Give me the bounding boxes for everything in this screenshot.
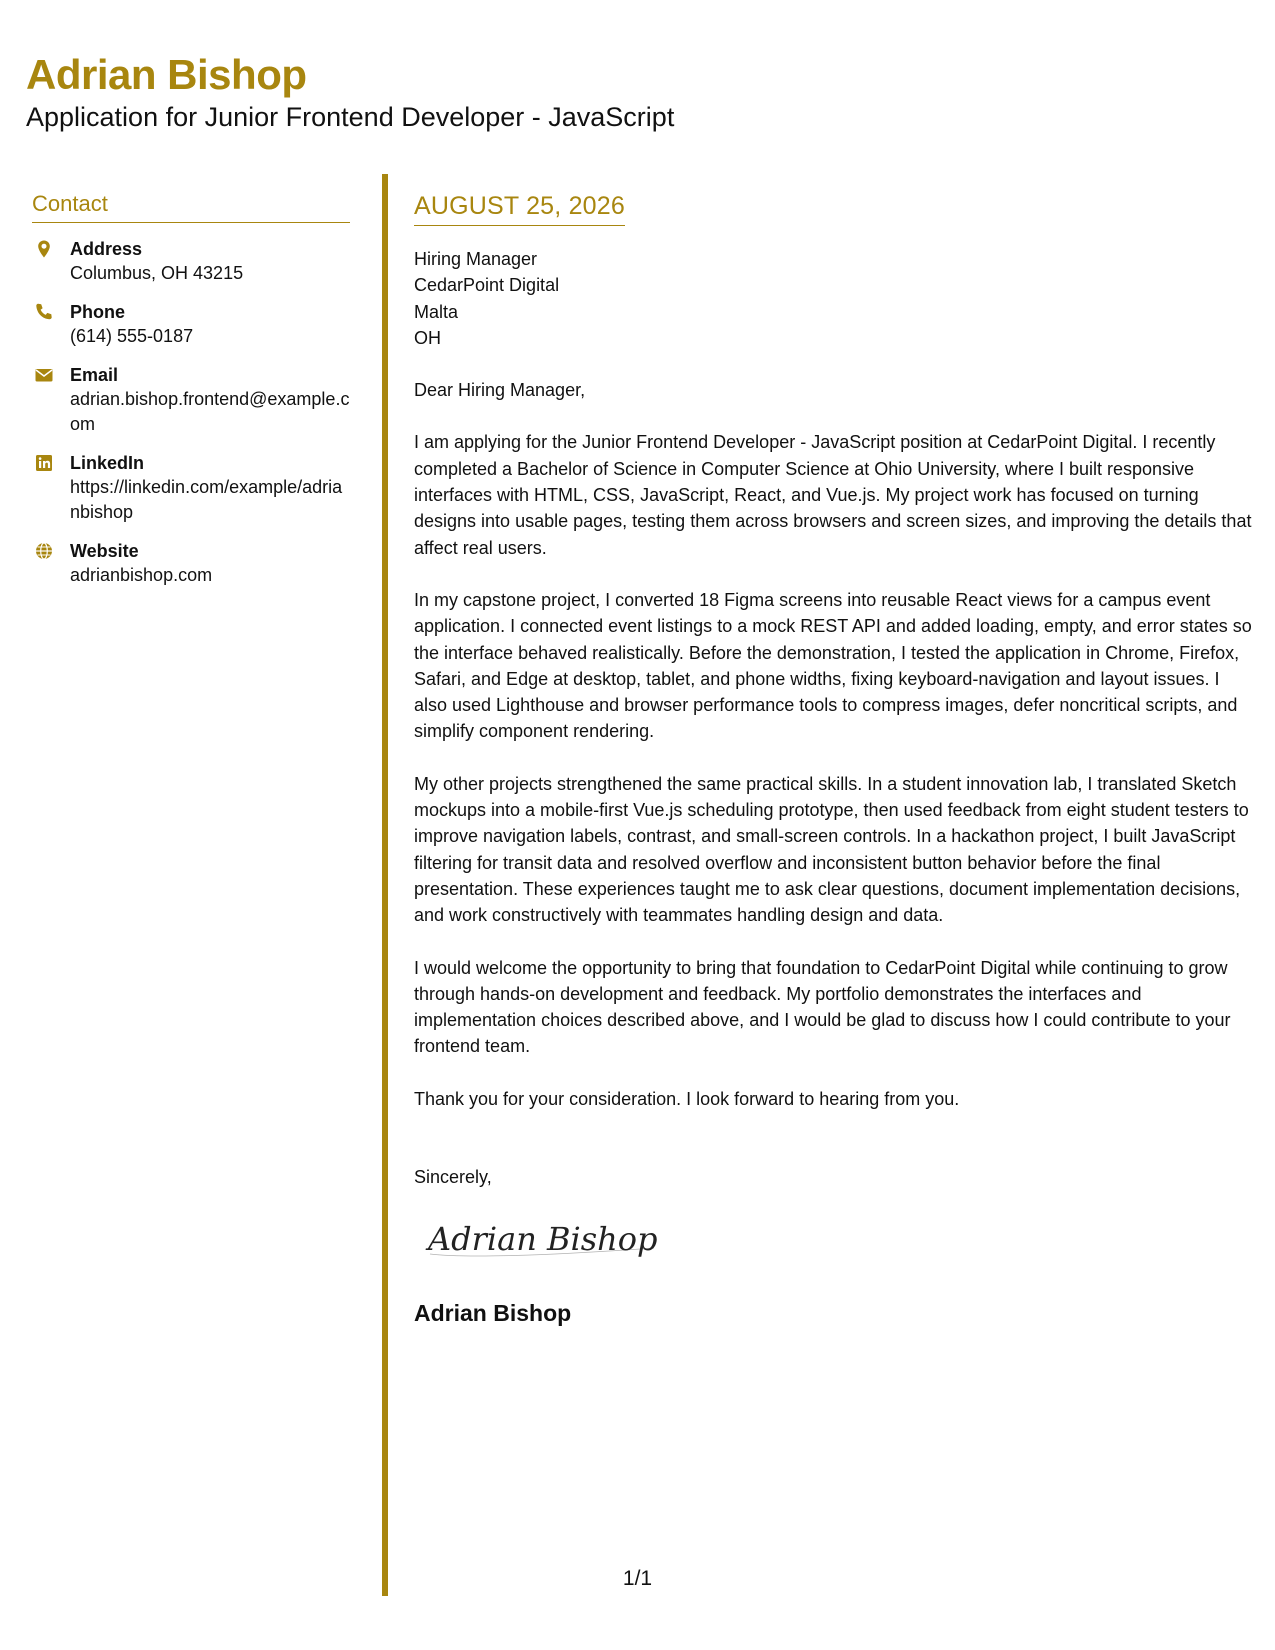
map-pin-icon — [34, 239, 54, 259]
contact-value: adrianbishop.com — [70, 565, 213, 585]
contact-list — [32, 237, 350, 588]
recipient-line: Hiring Manager — [414, 249, 538, 269]
phone-icon — [34, 302, 54, 322]
recipient-line: OH — [414, 327, 441, 348]
vertical-divider — [382, 174, 388, 1596]
contact-phone — [32, 300, 350, 349]
page-number: 1/1 — [622, 1567, 653, 1590]
globe-icon — [34, 541, 54, 561]
applicant-name: Adrian Bishop — [26, 51, 307, 98]
application-subtitle: Application for Junior Frontend Developer - JavaScript — [26, 102, 675, 132]
recipient-line: CedarPoint Digital — [414, 275, 560, 296]
contact-label: LinkedIn — [70, 453, 145, 473]
contact-heading: Contact — [32, 190, 350, 223]
envelope-icon — [34, 365, 54, 385]
contact-label: Email — [70, 365, 119, 385]
contact-email — [32, 363, 350, 437]
body-paragraph: I would welcome the opportunity to bring that foundation to CedarPoint Digital while continuing to grow through hands-on development and feedback. My portfolio demonstrates the interfaces and implementation choices described above, and I would be glad to discuss how I could contribute to your frontend team. — [414, 957, 1231, 1057]
contact-linkedin — [32, 451, 350, 525]
letter-date: AUGUST 25, 2026 — [414, 190, 625, 226]
contact-value: https://linkedin.com/example/adrianbishop — [70, 477, 343, 522]
contact-sidebar — [32, 190, 350, 602]
linkedin-icon — [34, 453, 54, 473]
svg-text:Adrian Bishop — [425, 1220, 658, 1258]
recipient-line: Malta — [414, 301, 459, 322]
body-paragraph: My other projects strengthened the same practical skills. In a student innovation lab, I translated Sketch mockups into a mobile-first Vue.js scheduling prototype, then used feedback from eight student testers to improve navigation labels, contrast, and small-screen controls. In a hackathon project, I built JavaScript filtering for transit data and resolved overflow and inconsistent button behavior before the final presentation. These experiences taught me to ask clear questions, document implementation decisions, and work constructively with teammates handling design and data. — [414, 773, 1249, 926]
contact-value: adrian.bishop.frontend@example.com — [70, 389, 350, 434]
letter-body — [414, 190, 1252, 1326]
contact-value: (614) 555-0187 — [70, 326, 194, 346]
contact-label: Phone — [70, 302, 126, 322]
signature-text: Adrian Bishop — [428, 1220, 658, 1259]
body-paragraph: Thank you for your consideration. I look forward to hearing from you. — [414, 1088, 960, 1109]
header — [26, 50, 674, 134]
contact-label: Address — [70, 239, 143, 259]
signer-name: Adrian Bishop — [414, 1299, 572, 1326]
contact-address — [32, 237, 350, 286]
body-paragraph: I am applying for the Junior Frontend Developer - JavaScript position at CedarPoint Digital. I recently completed a Bachelor of Science in Computer Science at Ohio University, where I built responsive interfaces with HTML, CSS, JavaScript, React, and Vue.js. My project work has focused on turning designs into usable pages, testing them across browsers and screen sizes, and improving the details that affect real users. — [414, 432, 1252, 558]
recipient-block — [414, 246, 1252, 351]
contact-value: Columbus, OH 43215 — [70, 263, 244, 283]
handwritten-signature — [424, 1208, 664, 1268]
closing: Sincerely, — [414, 1167, 492, 1188]
body-paragraph: In my capstone project, I converted 18 Figma screens into reusable React views for a campus event application. I connected event listings to a mock REST API and added loading, empty, and error states so the interface behaved realistically. Before the demonstration, I tested the application in Chrome, Firefox, Safari, and Edge at desktop, tablet, and phone widths, fixing keyboard-navigation and layout issues. I also used Lighthouse and browser performance tools to compress images, defer noncritical scripts, and simplify component rendering. — [414, 589, 1252, 742]
greeting: Dear Hiring Manager, — [414, 380, 586, 401]
contact-website — [32, 539, 350, 588]
contact-label: Website — [70, 541, 139, 561]
